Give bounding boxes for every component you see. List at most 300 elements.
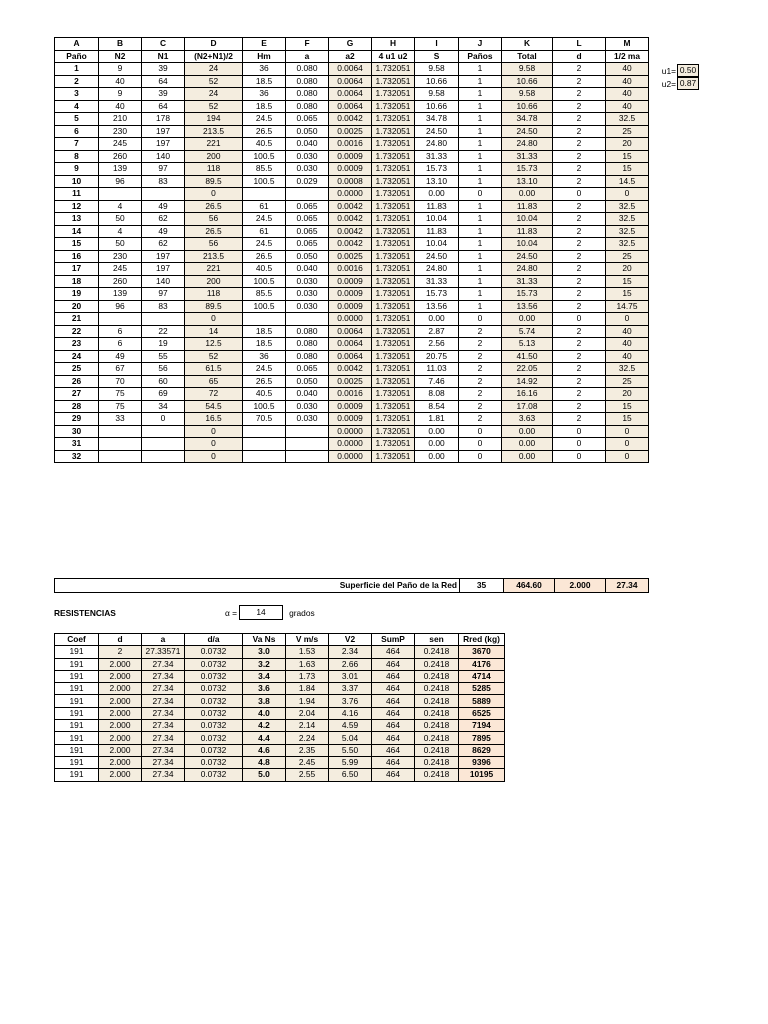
table-cell[interactable]: 31.33 xyxy=(415,150,459,163)
table-cell[interactable]: 36 xyxy=(243,88,286,101)
table-cell[interactable]: 0.0732 xyxy=(185,744,243,756)
table-cell[interactable]: 0.0732 xyxy=(185,683,243,695)
table-cell[interactable]: 96 xyxy=(99,175,142,188)
table-cell[interactable]: 0.0025 xyxy=(329,125,372,138)
table-cell[interactable] xyxy=(286,188,329,201)
table-cell[interactable]: 25 xyxy=(55,363,99,376)
table-cell[interactable]: 0.080 xyxy=(286,338,329,351)
table-cell[interactable]: 64 xyxy=(142,100,185,113)
table-cell[interactable]: 1 xyxy=(55,63,99,76)
table-cell[interactable]: 1.732051 xyxy=(372,375,415,388)
table-cell[interactable]: 0.029 xyxy=(286,175,329,188)
table-cell[interactable]: 464 xyxy=(372,720,415,732)
table-cell[interactable] xyxy=(99,313,142,326)
table-cell[interactable]: 100.5 xyxy=(243,150,286,163)
table-cell[interactable]: 0.0042 xyxy=(329,200,372,213)
table-cell[interactable]: 7194 xyxy=(459,720,505,732)
table-cell[interactable]: 32.5 xyxy=(606,213,649,226)
table-cell[interactable]: 1.53 xyxy=(286,646,329,658)
table-cell[interactable]: 32.5 xyxy=(606,200,649,213)
table-cell[interactable]: 2 xyxy=(459,413,502,426)
table-cell[interactable]: 27.34 xyxy=(142,683,185,695)
table-cell[interactable]: 1.732051 xyxy=(372,238,415,251)
u1-value-cell[interactable]: 0.50 xyxy=(677,64,699,77)
table-cell[interactable]: 0.0064 xyxy=(329,100,372,113)
table-cell[interactable]: 6 xyxy=(99,338,142,351)
table-cell[interactable]: 0.2418 xyxy=(415,769,459,781)
table-cell[interactable]: 2 xyxy=(553,275,606,288)
table-cell[interactable]: 5285 xyxy=(459,683,505,695)
table-cell[interactable]: 1 xyxy=(459,63,502,76)
table-cell[interactable]: 1 xyxy=(459,163,502,176)
table-cell[interactable]: 6525 xyxy=(459,707,505,719)
table-cell[interactable]: 200 xyxy=(185,150,243,163)
table-cell[interactable]: 2 xyxy=(553,250,606,263)
table-cell[interactable]: 5.99 xyxy=(329,756,372,768)
table-cell[interactable]: 0 xyxy=(185,313,243,326)
table-cell[interactable]: 3.01 xyxy=(329,670,372,682)
table-cell[interactable]: 9.58 xyxy=(415,63,459,76)
table-cell[interactable]: 24.5 xyxy=(243,213,286,226)
table-cell[interactable]: 1.732051 xyxy=(372,163,415,176)
table-cell[interactable]: 2 xyxy=(553,75,606,88)
table-cell[interactable] xyxy=(243,438,286,451)
table-cell[interactable]: 70 xyxy=(99,375,142,388)
table-cell[interactable]: 0.0009 xyxy=(329,288,372,301)
table-cell[interactable]: 464 xyxy=(372,683,415,695)
table-cell[interactable]: 69 xyxy=(142,388,185,401)
table-cell[interactable] xyxy=(243,450,286,463)
table-cell[interactable]: 0.030 xyxy=(286,413,329,426)
table-cell[interactable]: 2.04 xyxy=(286,707,329,719)
table-cell[interactable]: 2 xyxy=(459,388,502,401)
table-cell[interactable]: 15.73 xyxy=(415,288,459,301)
table-cell[interactable]: 1.732051 xyxy=(372,100,415,113)
table-cell[interactable]: 2.000 xyxy=(99,756,142,768)
table-cell[interactable]: 26.5 xyxy=(185,225,243,238)
table-cell[interactable]: 27.34 xyxy=(142,744,185,756)
table-cell[interactable]: 96 xyxy=(99,300,142,313)
table-cell[interactable]: 2 xyxy=(459,338,502,351)
table-cell[interactable]: 15.73 xyxy=(415,163,459,176)
table-cell[interactable]: 0.065 xyxy=(286,363,329,376)
table-cell[interactable]: 19 xyxy=(55,288,99,301)
table-cell[interactable]: 0.2418 xyxy=(415,744,459,756)
table-cell[interactable]: 41.50 xyxy=(502,350,553,363)
table-cell[interactable]: 56 xyxy=(142,363,185,376)
table-cell[interactable]: 0.00 xyxy=(502,188,553,201)
table-cell[interactable]: 40 xyxy=(606,325,649,338)
table-cell[interactable]: 20 xyxy=(606,388,649,401)
table-cell[interactable]: 56 xyxy=(185,238,243,251)
table-cell[interactable]: 0.00 xyxy=(415,450,459,463)
table-cell[interactable]: 1.732051 xyxy=(372,250,415,263)
table-cell[interactable]: 0.050 xyxy=(286,125,329,138)
table-cell[interactable]: 61.5 xyxy=(185,363,243,376)
surface-total-cell[interactable]: 464.60 xyxy=(504,579,555,593)
table-cell[interactable]: 197 xyxy=(142,263,185,276)
table-cell[interactable]: 4 xyxy=(99,225,142,238)
table-cell[interactable]: 191 xyxy=(55,695,99,707)
table-cell[interactable]: 17.08 xyxy=(502,400,553,413)
table-cell[interactable]: 10.66 xyxy=(415,75,459,88)
table-cell[interactable]: 62 xyxy=(142,213,185,226)
table-cell[interactable]: 4.4 xyxy=(243,732,286,744)
table-cell[interactable]: 5 xyxy=(55,113,99,126)
table-cell[interactable]: 0 xyxy=(553,188,606,201)
table-cell[interactable]: 0.0000 xyxy=(329,450,372,463)
table-cell[interactable]: 0.2418 xyxy=(415,658,459,670)
table-cell[interactable]: 24.80 xyxy=(502,263,553,276)
table-cell[interactable] xyxy=(142,425,185,438)
table-cell[interactable]: 2 xyxy=(459,363,502,376)
table-cell[interactable]: 140 xyxy=(142,275,185,288)
table-cell[interactable]: 40 xyxy=(606,75,649,88)
table-cell[interactable]: 245 xyxy=(99,138,142,151)
table-cell[interactable]: 0.0009 xyxy=(329,413,372,426)
table-cell[interactable]: 100.5 xyxy=(243,275,286,288)
table-cell[interactable]: 10.04 xyxy=(502,238,553,251)
table-cell[interactable]: 9.58 xyxy=(502,88,553,101)
table-cell[interactable]: 2.24 xyxy=(286,732,329,744)
table-cell[interactable]: 27.34 xyxy=(142,756,185,768)
table-cell[interactable]: 0.080 xyxy=(286,63,329,76)
table-cell[interactable]: 0.080 xyxy=(286,88,329,101)
table-cell[interactable]: 118 xyxy=(185,163,243,176)
table-cell[interactable]: 2 xyxy=(553,288,606,301)
table-cell[interactable]: 245 xyxy=(99,263,142,276)
table-cell[interactable]: 464 xyxy=(372,769,415,781)
table-cell[interactable]: 0.0732 xyxy=(185,756,243,768)
table-cell[interactable]: 5.50 xyxy=(329,744,372,756)
table-cell[interactable]: 85.5 xyxy=(243,288,286,301)
table-cell[interactable]: 2.000 xyxy=(99,720,142,732)
table-cell[interactable]: 1.732051 xyxy=(372,313,415,326)
table-cell[interactable]: 191 xyxy=(55,646,99,658)
table-cell[interactable]: 24.5 xyxy=(243,238,286,251)
table-cell[interactable]: 0 xyxy=(185,425,243,438)
table-cell[interactable]: 1.732051 xyxy=(372,88,415,101)
table-cell[interactable]: 0.00 xyxy=(415,188,459,201)
table-cell[interactable] xyxy=(142,188,185,201)
table-cell[interactable]: 5.13 xyxy=(502,338,553,351)
table-cell[interactable]: 194 xyxy=(185,113,243,126)
table-cell[interactable]: 178 xyxy=(142,113,185,126)
table-cell[interactable]: 1.732051 xyxy=(372,175,415,188)
table-cell[interactable]: 210 xyxy=(99,113,142,126)
table-cell[interactable]: 0 xyxy=(606,188,649,201)
table-cell[interactable]: 0 xyxy=(606,438,649,451)
table-cell[interactable]: 15 xyxy=(606,150,649,163)
table-cell[interactable]: 0.0042 xyxy=(329,238,372,251)
table-cell[interactable]: 33 xyxy=(99,413,142,426)
table-cell[interactable]: 52 xyxy=(185,350,243,363)
table-cell[interactable]: 75 xyxy=(99,388,142,401)
table-cell[interactable]: 260 xyxy=(99,150,142,163)
table-cell[interactable]: 16 xyxy=(55,250,99,263)
table-cell[interactable]: 1 xyxy=(459,138,502,151)
table-cell[interactable]: 2.000 xyxy=(99,744,142,756)
table-cell[interactable]: 12 xyxy=(55,200,99,213)
table-cell[interactable]: 14.5 xyxy=(606,175,649,188)
table-cell[interactable]: 0.0042 xyxy=(329,363,372,376)
table-cell[interactable]: 2 xyxy=(553,88,606,101)
table-cell[interactable]: 1 xyxy=(459,288,502,301)
table-cell[interactable]: 15 xyxy=(606,275,649,288)
table-cell[interactable]: 0.0732 xyxy=(185,670,243,682)
table-cell[interactable]: 0.080 xyxy=(286,325,329,338)
table-cell[interactable]: 2 xyxy=(553,350,606,363)
table-cell[interactable]: 464 xyxy=(372,744,415,756)
table-cell[interactable]: 191 xyxy=(55,744,99,756)
table-cell[interactable]: 13.10 xyxy=(415,175,459,188)
table-cell[interactable]: 64 xyxy=(142,75,185,88)
table-cell[interactable]: 13 xyxy=(55,213,99,226)
table-cell[interactable]: 0.00 xyxy=(415,438,459,451)
table-cell[interactable]: 31.33 xyxy=(415,275,459,288)
table-cell[interactable]: 23 xyxy=(55,338,99,351)
table-cell[interactable]: 5.0 xyxy=(243,769,286,781)
table-cell[interactable]: 4714 xyxy=(459,670,505,682)
table-cell[interactable]: 29 xyxy=(55,413,99,426)
table-cell[interactable]: 2.000 xyxy=(99,707,142,719)
table-cell[interactable]: 2.35 xyxy=(286,744,329,756)
table-cell[interactable]: 2 xyxy=(553,213,606,226)
table-cell[interactable]: 464 xyxy=(372,658,415,670)
table-cell[interactable]: 5.74 xyxy=(502,325,553,338)
table-cell[interactable] xyxy=(286,313,329,326)
table-cell[interactable]: 2 xyxy=(553,400,606,413)
table-cell[interactable]: 0 xyxy=(553,438,606,451)
table-cell[interactable]: 26 xyxy=(55,375,99,388)
table-cell[interactable]: 60 xyxy=(142,375,185,388)
table-cell[interactable]: 0 xyxy=(606,450,649,463)
table-cell[interactable]: 61 xyxy=(243,200,286,213)
table-cell[interactable]: 31 xyxy=(55,438,99,451)
table-cell[interactable]: 2.34 xyxy=(329,646,372,658)
table-cell[interactable]: 191 xyxy=(55,769,99,781)
table-cell[interactable]: 464 xyxy=(372,756,415,768)
table-cell[interactable]: 26.5 xyxy=(243,375,286,388)
table-cell[interactable]: 4.59 xyxy=(329,720,372,732)
table-cell[interactable]: 4.0 xyxy=(243,707,286,719)
table-cell[interactable]: 2 xyxy=(553,225,606,238)
table-cell[interactable]: 1 xyxy=(459,238,502,251)
table-cell[interactable]: 55 xyxy=(142,350,185,363)
table-cell[interactable]: 2 xyxy=(55,75,99,88)
table-cell[interactable]: 1.732051 xyxy=(372,125,415,138)
table-cell[interactable]: 34.78 xyxy=(415,113,459,126)
table-cell[interactable]: 24.5 xyxy=(243,113,286,126)
table-cell[interactable]: 191 xyxy=(55,707,99,719)
table-cell[interactable]: 28 xyxy=(55,400,99,413)
table-cell[interactable]: 32.5 xyxy=(606,113,649,126)
table-cell[interactable]: 20.75 xyxy=(415,350,459,363)
table-cell[interactable]: 0.2418 xyxy=(415,670,459,682)
table-cell[interactable]: 22 xyxy=(142,325,185,338)
table-cell[interactable]: 0 xyxy=(185,450,243,463)
table-cell[interactable]: 2 xyxy=(553,150,606,163)
table-cell[interactable]: 27 xyxy=(55,388,99,401)
table-cell[interactable]: 2.000 xyxy=(99,683,142,695)
table-cell[interactable]: 0.0009 xyxy=(329,300,372,313)
table-cell[interactable]: 4.6 xyxy=(243,744,286,756)
table-cell[interactable]: 25 xyxy=(606,250,649,263)
table-cell[interactable]: 1 xyxy=(459,125,502,138)
table-cell[interactable]: 24.5 xyxy=(243,363,286,376)
table-cell[interactable]: 13.56 xyxy=(415,300,459,313)
table-cell[interactable]: 18.5 xyxy=(243,338,286,351)
table-cell[interactable]: 3.2 xyxy=(243,658,286,670)
table-cell[interactable]: 2 xyxy=(459,325,502,338)
table-cell[interactable]: 2.55 xyxy=(286,769,329,781)
table-cell[interactable]: 3 xyxy=(55,88,99,101)
table-cell[interactable]: 100.5 xyxy=(243,300,286,313)
table-cell[interactable]: 0.0016 xyxy=(329,138,372,151)
table-cell[interactable]: 139 xyxy=(99,288,142,301)
table-cell[interactable]: 0.2418 xyxy=(415,707,459,719)
table-cell[interactable]: 26.5 xyxy=(185,200,243,213)
table-cell[interactable]: 10 xyxy=(55,175,99,188)
table-cell[interactable]: 464 xyxy=(372,732,415,744)
table-cell[interactable]: 11.03 xyxy=(415,363,459,376)
table-cell[interactable]: 10.66 xyxy=(415,100,459,113)
table-cell[interactable]: 2 xyxy=(99,646,142,658)
table-cell[interactable]: 0 xyxy=(606,313,649,326)
table-cell[interactable] xyxy=(286,425,329,438)
table-cell[interactable]: 0.2418 xyxy=(415,756,459,768)
table-cell[interactable]: 52 xyxy=(185,75,243,88)
table-cell[interactable]: 0.030 xyxy=(286,288,329,301)
table-cell[interactable]: 0.00 xyxy=(502,438,553,451)
table-cell[interactable]: 15 xyxy=(55,238,99,251)
table-cell[interactable]: 2.000 xyxy=(99,658,142,670)
table-cell[interactable] xyxy=(243,425,286,438)
table-cell[interactable]: 4176 xyxy=(459,658,505,670)
table-cell[interactable]: 24.50 xyxy=(415,125,459,138)
table-cell[interactable]: 20 xyxy=(606,263,649,276)
table-cell[interactable]: 5889 xyxy=(459,695,505,707)
table-cell[interactable]: 191 xyxy=(55,756,99,768)
table-cell[interactable]: 1 xyxy=(459,225,502,238)
table-cell[interactable]: 0.065 xyxy=(286,200,329,213)
table-cell[interactable]: 0.0064 xyxy=(329,325,372,338)
table-cell[interactable]: 1.732051 xyxy=(372,388,415,401)
table-cell[interactable]: 19 xyxy=(142,338,185,351)
table-cell[interactable]: 140 xyxy=(142,150,185,163)
table-cell[interactable]: 1.732051 xyxy=(372,213,415,226)
table-cell[interactable]: 2 xyxy=(553,238,606,251)
table-cell[interactable]: 89.5 xyxy=(185,175,243,188)
table-cell[interactable]: 2 xyxy=(553,325,606,338)
table-cell[interactable]: 1.732051 xyxy=(372,400,415,413)
table-cell[interactable]: 2 xyxy=(553,113,606,126)
table-cell[interactable]: 83 xyxy=(142,300,185,313)
table-cell[interactable]: 0.0732 xyxy=(185,769,243,781)
table-cell[interactable]: 0.080 xyxy=(286,75,329,88)
table-cell[interactable]: 2.000 xyxy=(99,769,142,781)
table-cell[interactable]: 27.34 xyxy=(142,707,185,719)
table-cell[interactable]: 50 xyxy=(99,238,142,251)
table-cell[interactable]: 2 xyxy=(553,388,606,401)
table-cell[interactable]: 0 xyxy=(459,438,502,451)
table-cell[interactable]: 1.732051 xyxy=(372,188,415,201)
table-cell[interactable]: 40 xyxy=(606,88,649,101)
table-cell[interactable]: 1.732051 xyxy=(372,363,415,376)
table-cell[interactable]: 1 xyxy=(459,175,502,188)
table-cell[interactable]: 0.0016 xyxy=(329,388,372,401)
table-cell[interactable]: 40.5 xyxy=(243,138,286,151)
table-cell[interactable]: 4 xyxy=(55,100,99,113)
table-cell[interactable]: 2 xyxy=(553,100,606,113)
table-cell[interactable]: 24.80 xyxy=(502,138,553,151)
table-cell[interactable]: 24.50 xyxy=(502,125,553,138)
table-cell[interactable]: 0.065 xyxy=(286,238,329,251)
table-cell[interactable]: 0 xyxy=(553,425,606,438)
table-cell[interactable]: 0.2418 xyxy=(415,732,459,744)
alpha-value-cell[interactable]: 14 xyxy=(239,605,283,620)
table-cell[interactable]: 464 xyxy=(372,670,415,682)
table-cell[interactable]: 54.5 xyxy=(185,400,243,413)
table-cell[interactable]: 18 xyxy=(55,275,99,288)
table-cell[interactable]: 2 xyxy=(553,263,606,276)
table-cell[interactable]: 0.0025 xyxy=(329,375,372,388)
table-cell[interactable]: 49 xyxy=(142,225,185,238)
table-cell[interactable]: 1.73 xyxy=(286,670,329,682)
table-cell[interactable]: 6 xyxy=(55,125,99,138)
table-cell[interactable]: 15 xyxy=(606,163,649,176)
table-cell[interactable]: 0.065 xyxy=(286,113,329,126)
table-cell[interactable]: 7.46 xyxy=(415,375,459,388)
table-cell[interactable]: 2 xyxy=(553,175,606,188)
table-cell[interactable]: 0.0732 xyxy=(185,720,243,732)
table-cell[interactable]: 1.732051 xyxy=(372,138,415,151)
table-cell[interactable]: 34 xyxy=(142,400,185,413)
table-cell[interactable]: 27.34 xyxy=(142,720,185,732)
table-cell[interactable]: 3.63 xyxy=(502,413,553,426)
table-cell[interactable] xyxy=(142,313,185,326)
table-cell[interactable]: 1.732051 xyxy=(372,325,415,338)
table-cell[interactable]: 0 xyxy=(185,188,243,201)
table-cell[interactable]: 36 xyxy=(243,350,286,363)
table-cell[interactable]: 40 xyxy=(606,100,649,113)
table-cell[interactable]: 0.0025 xyxy=(329,250,372,263)
table-cell[interactable]: 191 xyxy=(55,720,99,732)
table-cell[interactable]: 70.5 xyxy=(243,413,286,426)
table-cell[interactable]: 1.732051 xyxy=(372,150,415,163)
table-cell[interactable]: 0.0064 xyxy=(329,338,372,351)
table-cell[interactable]: 62 xyxy=(142,238,185,251)
table-cell[interactable]: 1.732051 xyxy=(372,300,415,313)
table-cell[interactable]: 56 xyxy=(185,213,243,226)
table-cell[interactable]: 2 xyxy=(553,363,606,376)
table-cell[interactable]: 1.732051 xyxy=(372,75,415,88)
table-cell[interactable]: 2 xyxy=(459,375,502,388)
table-cell[interactable]: 49 xyxy=(99,350,142,363)
table-cell[interactable]: 89.5 xyxy=(185,300,243,313)
table-cell[interactable]: 191 xyxy=(55,658,99,670)
table-cell[interactable] xyxy=(286,438,329,451)
table-cell[interactable]: 0.0064 xyxy=(329,63,372,76)
table-cell[interactable]: 1 xyxy=(459,150,502,163)
table-cell[interactable]: 1 xyxy=(459,100,502,113)
table-cell[interactable]: 25 xyxy=(606,125,649,138)
table-cell[interactable]: 40 xyxy=(606,338,649,351)
table-cell[interactable]: 2 xyxy=(553,200,606,213)
table-cell[interactable]: 1.732051 xyxy=(372,350,415,363)
table-cell[interactable]: 0.0009 xyxy=(329,400,372,413)
table-cell[interactable]: 31.33 xyxy=(502,150,553,163)
